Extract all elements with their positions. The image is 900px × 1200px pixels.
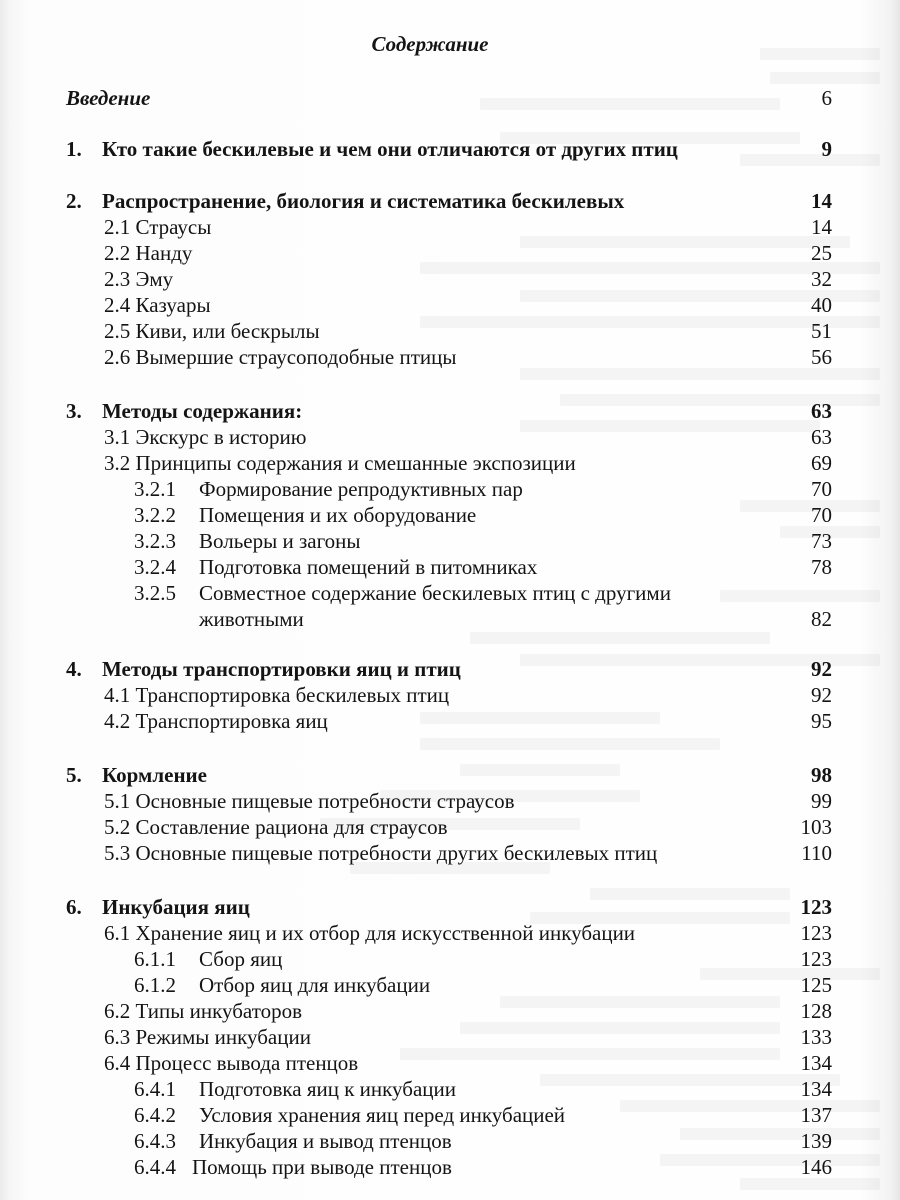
toc-page-number: 9: [821, 137, 832, 161]
toc-subsection-number: 3.2.2: [134, 503, 176, 527]
toc-subsection-3-2-4[interactable]: [0, 554, 900, 580]
toc-page-number: 95: [811, 709, 832, 733]
toc-chapter-title: Методы транспортировки яиц и птиц: [102, 657, 461, 681]
toc-page-number: 70: [811, 503, 832, 527]
toc-page-number: 98: [811, 763, 832, 787]
toc-page-number: 123: [800, 947, 832, 971]
toc-chapter-title: Инкубация яиц: [102, 895, 250, 919]
toc-page-number: 73: [811, 529, 832, 553]
toc-subsection-number: 6.4.1: [134, 1077, 176, 1101]
toc-page-number: 92: [811, 657, 832, 681]
toc-chapter-number: 2.: [66, 189, 82, 213]
toc-section-title: 6.2 Типы инкубаторов: [104, 999, 303, 1023]
toc-subsection-title: Инкубация и вывод птенцов: [199, 1129, 452, 1153]
toc-page-number: 99: [811, 789, 832, 813]
toc-section-title: 3.1 Экскурс в историю: [104, 425, 307, 449]
toc-section-title: 2.5 Киви, или бескрылы: [104, 319, 320, 343]
toc-section-title: 2.6 Вымершие страусоподобные птицы: [104, 345, 457, 369]
toc-subsection-6-4-1[interactable]: [0, 1076, 900, 1102]
toc-heading: Содержание: [371, 32, 489, 56]
toc-chapter-title: Распространение, биология и систематика бескилевых: [102, 189, 625, 213]
toc-page-number: 134: [800, 1077, 832, 1101]
toc-subsection-number: 6.4.2: [134, 1103, 176, 1127]
toc-page-number: 69: [811, 451, 832, 475]
toc-chapter-title: Кормление: [102, 763, 207, 787]
toc-subsection-title-continued: животными: [199, 607, 304, 631]
toc-page-number: 70: [811, 477, 832, 501]
toc-page-number: 133: [800, 1025, 832, 1049]
toc-subsection-title: Подготовка яиц к инкубации: [199, 1077, 456, 1101]
toc-chapter-title: Кто такие бескилевые и чем они отличаются от других птиц: [102, 137, 678, 161]
toc-section-2-2[interactable]: [0, 240, 900, 266]
toc-section-title: 2.3 Эму: [104, 267, 174, 291]
toc-page-number: 25: [811, 241, 832, 265]
toc-chapter-title: Методы содержания:: [102, 399, 303, 423]
toc-subsection-title: Помещения и их оборудование: [199, 503, 477, 527]
toc-subsection-title: Подготовка помещений в питомниках: [199, 555, 538, 579]
toc-subsection-number: 3.2.1: [134, 477, 176, 501]
toc-chapter-6[interactable]: [0, 894, 900, 920]
toc-page-number: 78: [811, 555, 832, 579]
toc-subsection-6-1-2[interactable]: [0, 972, 900, 998]
toc-page-number: 32: [811, 267, 832, 291]
toc-subsection-title: Условия хранения яиц перед инкубацией: [199, 1103, 566, 1127]
toc-subsection-number: 6.4.3: [134, 1129, 176, 1153]
toc-section-title: 2.1 Страусы: [104, 215, 212, 239]
toc-section-2-4[interactable]: [0, 292, 900, 318]
toc-subsection-3-2-1[interactable]: [0, 476, 900, 502]
toc-subsection-title: Формирование репродуктивных пар: [199, 477, 523, 501]
toc-section-6-4[interactable]: [0, 1050, 900, 1076]
toc-subsection-title: Отбор яиц для инкубации: [199, 973, 431, 997]
toc-section-2-1[interactable]: [0, 214, 900, 240]
toc-section-title: 2.2 Нанду: [104, 241, 193, 265]
toc-subsection-title: Вольеры и загоны: [199, 529, 361, 553]
toc-section-title: 4.1 Транспортировка бескилевых птиц: [104, 683, 450, 707]
toc-chapter-2[interactable]: [0, 188, 900, 214]
toc-section-title: 5.2 Составление рациона для страусов: [104, 815, 448, 839]
toc-page-number: 82: [811, 607, 832, 631]
toc-section-6-1[interactable]: [0, 920, 900, 946]
toc-section-5-1[interactable]: [0, 788, 900, 814]
toc-subsection-6-1-1[interactable]: [0, 946, 900, 972]
toc-section-2-5[interactable]: [0, 318, 900, 344]
toc-section-5-3[interactable]: [0, 840, 900, 866]
toc-entry-title: Введение: [66, 86, 151, 110]
toc-page-number: 125: [800, 973, 832, 997]
toc-section-5-2[interactable]: [0, 814, 900, 840]
toc-section-title: 5.1 Основные пищевые потребности страусов: [104, 789, 515, 813]
toc-section-title: 6.1 Хранение яиц и их отбор для искусственной инкубации: [104, 921, 636, 945]
toc-chapter-number: 4.: [66, 657, 82, 681]
toc-section-2-3[interactable]: [0, 266, 900, 292]
toc-page-number: 92: [811, 683, 832, 707]
toc-subsection-3-2-5-continued[interactable]: [0, 606, 900, 632]
toc-page-number: 103: [800, 815, 832, 839]
toc-subsection-6-4-4[interactable]: [0, 1154, 900, 1180]
toc-page-number: 139: [800, 1129, 832, 1153]
toc-section-3-2[interactable]: [0, 450, 900, 476]
toc-chapter-1[interactable]: [0, 136, 900, 162]
toc-page-number: 40: [811, 293, 832, 317]
toc-subsection-3-2-5[interactable]: [0, 580, 900, 606]
toc-subsection-number: 3.2.3: [134, 529, 176, 553]
toc-page-number: 63: [811, 399, 832, 423]
toc-subsection-6-4-2[interactable]: [0, 1102, 900, 1128]
toc-chapter-3[interactable]: [0, 398, 900, 424]
toc-page-number: 123: [800, 895, 832, 919]
toc-subsection-number: 3.2.4: [134, 555, 176, 579]
toc-subsection-title: Сбор яиц: [199, 947, 283, 971]
toc-page-number: 51: [811, 319, 832, 343]
toc-subsection-title: Совместное содержание бескилевых птиц с другими: [199, 581, 671, 605]
toc-section-4-2[interactable]: [0, 708, 900, 734]
toc-section-6-2[interactable]: [0, 998, 900, 1024]
toc-chapter-number: 3.: [66, 399, 82, 423]
toc-chapter-number: 6.: [66, 895, 82, 919]
toc-chapter-5[interactable]: [0, 762, 900, 788]
toc-subsection-number: 6.1.1: [134, 947, 176, 971]
toc-page-number: 14: [811, 189, 832, 213]
toc-section-title: 2.4 Казуары: [104, 293, 211, 317]
toc-section-6-3[interactable]: [0, 1024, 900, 1050]
toc-subsection-number: 6.1.2: [134, 973, 176, 997]
toc-section-3-1[interactable]: [0, 424, 900, 450]
toc-subsection-6-4-3[interactable]: [0, 1128, 900, 1154]
toc-page-number: 56: [811, 345, 832, 369]
toc-page-number: 146: [800, 1155, 832, 1179]
toc-page-number: 63: [811, 425, 832, 449]
toc-subsection-number: 6.4.4: [134, 1155, 176, 1179]
toc-section-title: 3.2 Принципы содержания и смешанные экспозиции: [104, 451, 576, 475]
toc-section-title: 6.4 Процесс вывода птенцов: [104, 1051, 359, 1075]
toc-subsection-3-2-2[interactable]: [0, 502, 900, 528]
toc-page-number: 110: [801, 841, 832, 865]
toc-page-number: 137: [800, 1103, 832, 1127]
toc-section-title: 4.2 Транспортировка яиц: [104, 709, 328, 733]
toc-page-number: 6: [821, 86, 832, 110]
toc-section-title: 5.3 Основные пищевые потребности других бескилевых птиц: [104, 841, 658, 865]
toc-chapter-4[interactable]: [0, 656, 900, 682]
toc-chapter-number: 5.: [66, 763, 82, 787]
toc-section-title: 6.3 Режимы инкубации: [104, 1025, 311, 1049]
toc-page-number: 14: [811, 215, 832, 239]
toc-chapter-number: 1.: [66, 137, 82, 161]
toc-subsection-title: Помощь при выводе птенцов: [192, 1155, 452, 1179]
toc-page-number: 134: [800, 1051, 832, 1075]
toc-section-2-6[interactable]: [0, 344, 900, 370]
toc-section-4-1[interactable]: [0, 682, 900, 708]
toc-entry-intro[interactable]: [0, 85, 900, 111]
toc-page-number: 123: [800, 921, 832, 945]
toc-subsection-number: 3.2.5: [134, 581, 176, 605]
toc-subsection-3-2-3[interactable]: [0, 528, 900, 554]
toc-page-number: 128: [800, 999, 832, 1023]
